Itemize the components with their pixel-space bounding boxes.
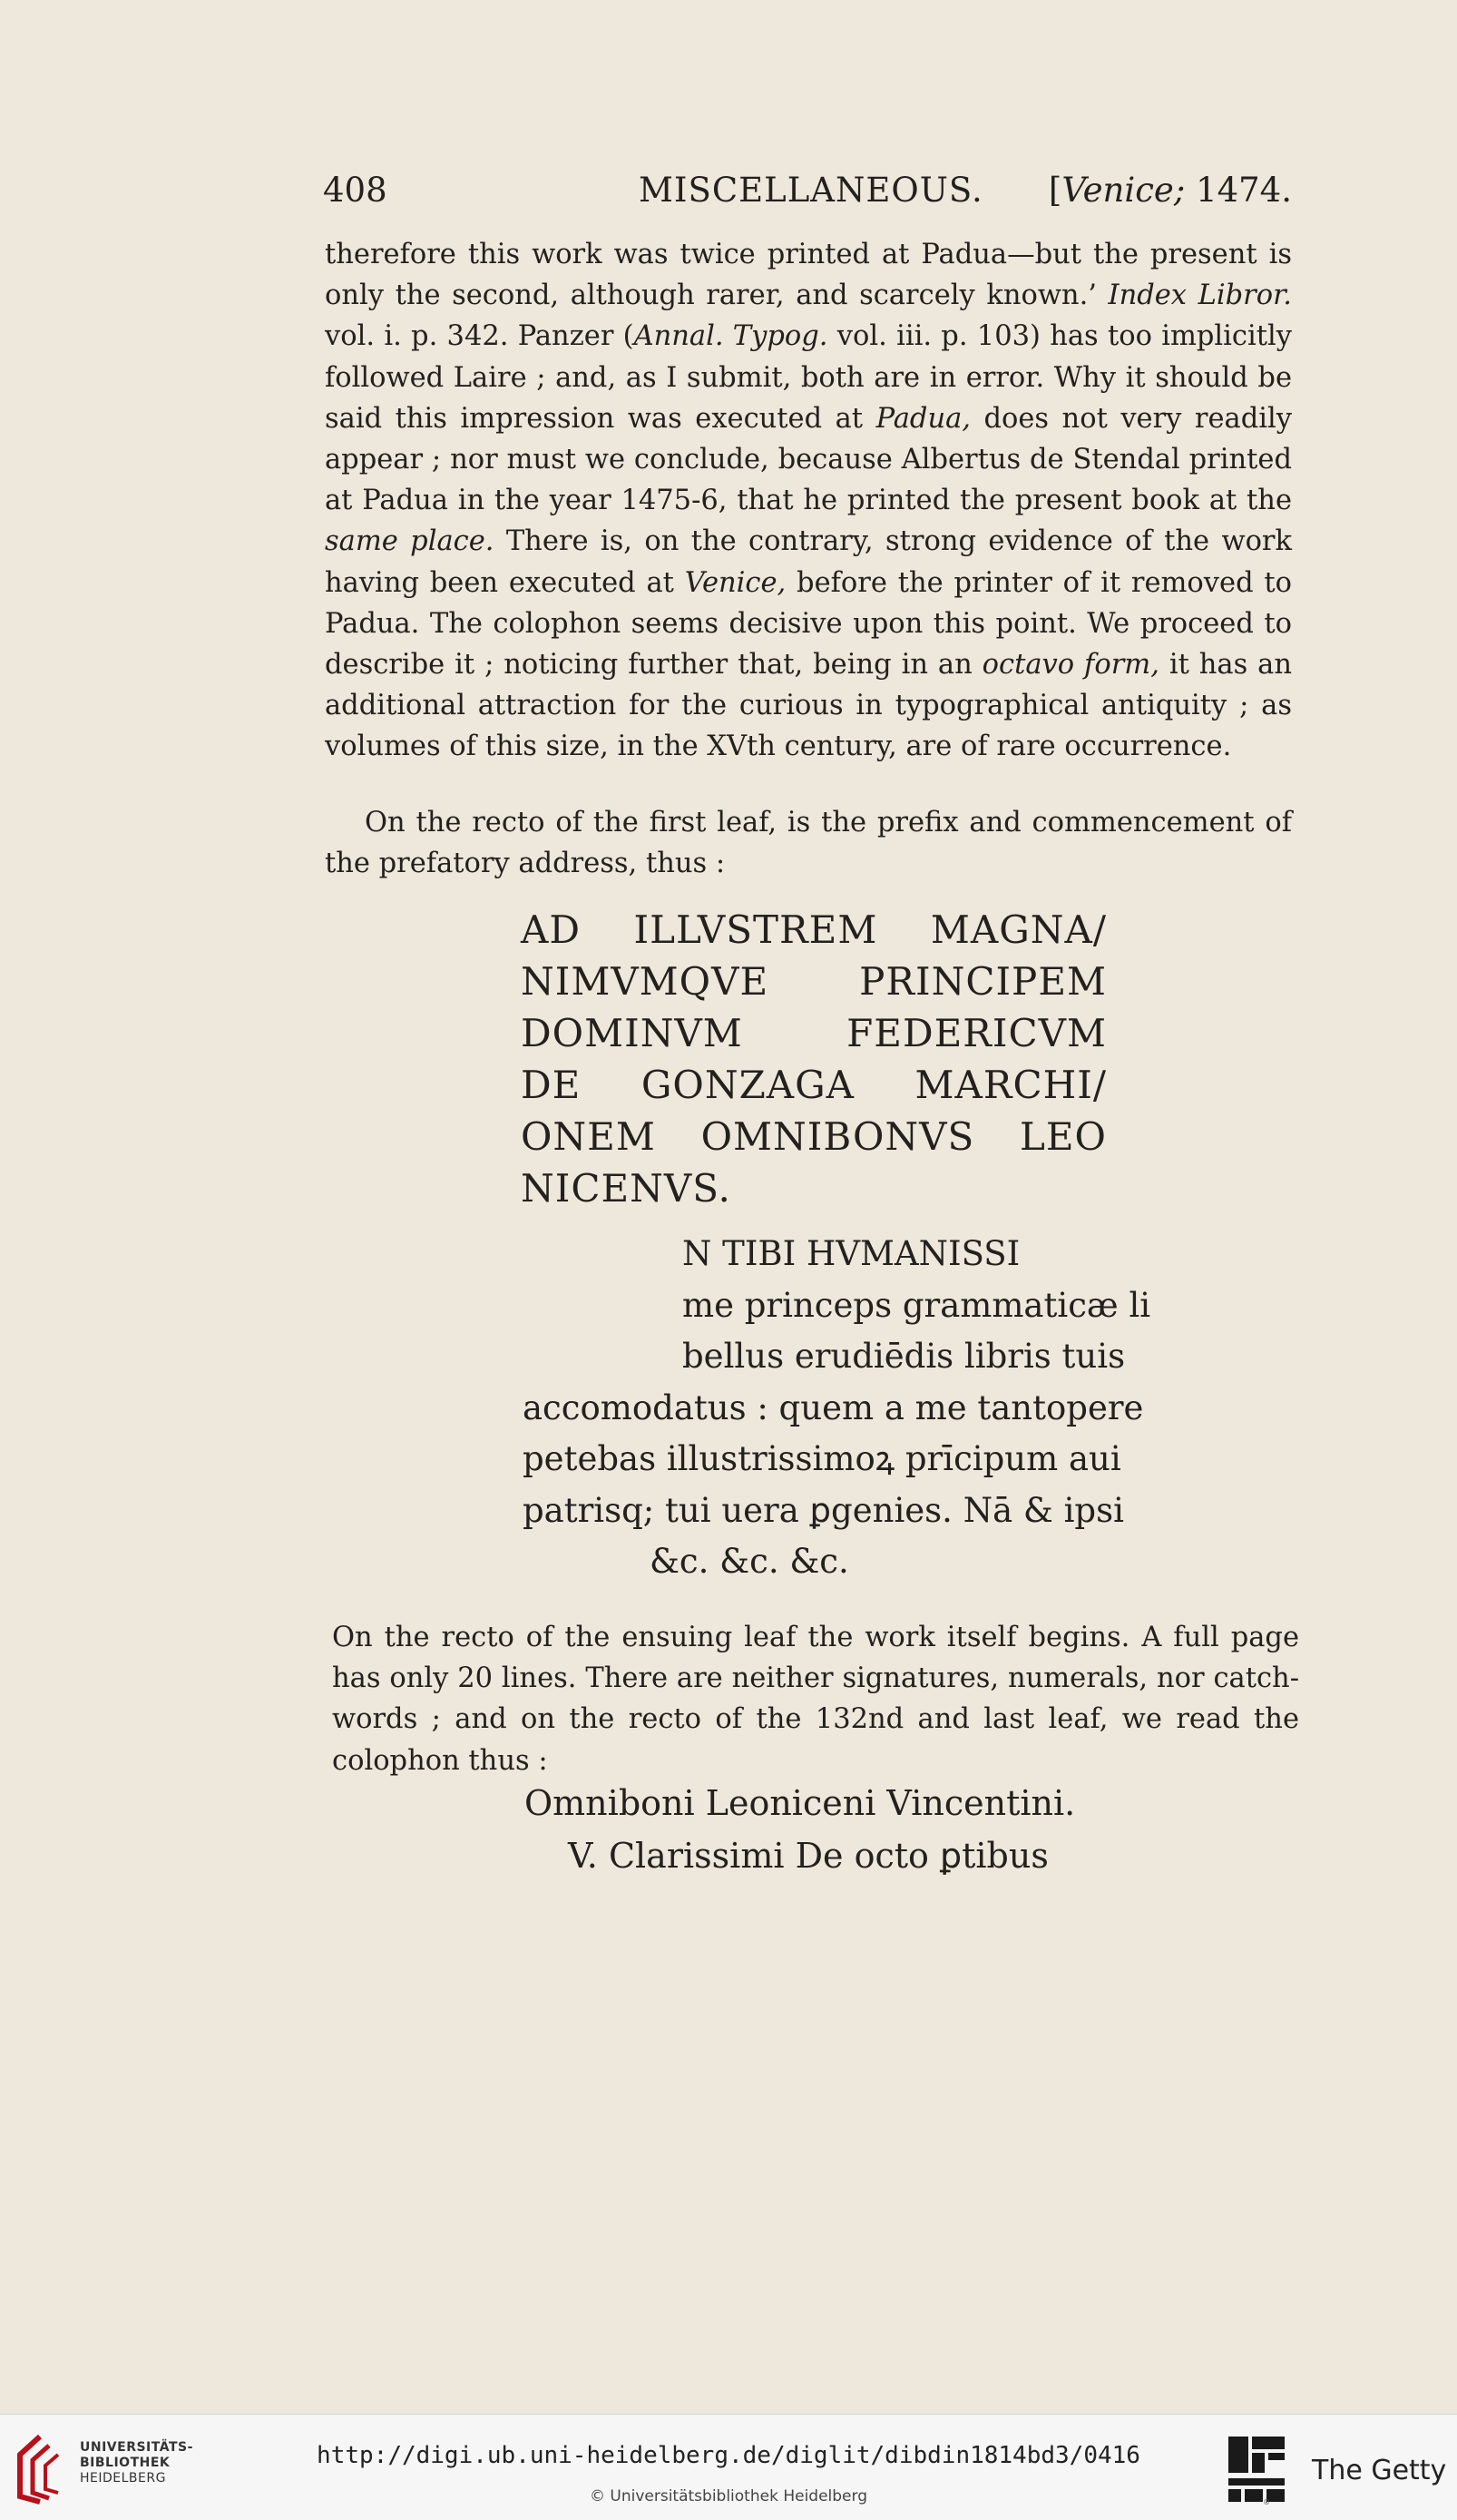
address-line: N TIBI HVMANISSI <box>682 1234 1021 1273</box>
prefix-line: DE GONZAGA MARCHI/ <box>521 1063 1107 1107</box>
prefix-line: NICENVS. <box>521 1166 731 1211</box>
library-name: UNIVERSITÄTS- BIBLIOTHEK HEIDELBERG <box>80 2440 193 2486</box>
address-line: petebas illustrissimoꝝ prīcipum aui <box>523 1439 1121 1478</box>
running-place: [Venice; 1474. <box>1048 171 1292 210</box>
prefix-line: DOMINVM FEDERICVM <box>521 1011 1107 1055</box>
running-title: MISCELLANEOUS. <box>639 171 983 210</box>
paragraph-2: On the recto of the first leaf, is the prefix and commencement of the prefatory address, thus : <box>325 807 1292 880</box>
getty-logo-icon <box>1227 2433 1288 2505</box>
address-line: accomodatus : quem a me tantopere <box>523 1387 1144 1427</box>
prefix-line: AD ILLVSTREM MAGNA/ <box>521 907 1107 952</box>
prefix-line: ONEM OMNIBONVS LEO <box>521 1114 1107 1159</box>
permalink-url[interactable]: http://digi.ub.uni-heidelberg.de/diglit/dibdin1814bd3/0416 <box>317 2442 1140 2469</box>
paragraph-3: On the recto of the ensuing leaf the work itself begins. A full page has only 20 lines. There are neither signatures, numerals, nor catch-words ; and on the recto of the 132nd and last leaf, we read the colophon thus : <box>332 1622 1299 1777</box>
prefix-line: NIMVMQVE PRINCIPEM <box>521 959 1107 1004</box>
address-line: patrisq; tui uera ꝑgenies. Nā & ipsi <box>523 1490 1124 1530</box>
viewer-footer <box>0 2414 1457 2520</box>
prefix-quote <box>521 904 1107 1214</box>
running-header <box>323 171 1292 221</box>
colophon-line: V. Clarissimi De octo ꝑtibus <box>568 1836 1049 1876</box>
copyright-notice: © Universitätsbibliothek Heidelberg <box>589 2487 867 2505</box>
paragraph-1: therefore this work was twice printed at Padua—but the present is only the second, although rarer, and scarcely known.’ Index Libror. vol. i. p. 342. Panzer (Annal. Typog. vol. iii. p. 103) has too implicitly followed Laire ; and, as I submit, both are in error. Why it should be said this impression was executed at Padua, does not very readily appear ; nor must we conclude, because Albertus de Stendal printed at Padua in the year 1475-6, that he printed the present book at the same place. There is, on the contrary, strong evidence of the work having been executed at Venice, before the printer of it removed to Padua. The colophon seems decisive upon this point. We proceed to describe it ; noticing further that, being in an octavo form, it has an additional attraction for the curious in typographical antiquity ; as volumes of this size, in the XVth century, are of rare occurrence. <box>325 239 1293 763</box>
getty-name: The Getty <box>1312 2455 1447 2486</box>
colophon-line: Omniboni Leoniceni Vincentini. <box>524 1783 1076 1823</box>
page-number: 408 <box>323 171 387 210</box>
address-line: me princeps grammaticæ li <box>682 1285 1151 1325</box>
svg-text:®: ® <box>1263 2498 1270 2505</box>
address-line: bellus erudiēdis libris tuis <box>682 1337 1126 1376</box>
address-line: &c. &c. &c. <box>650 1542 849 1581</box>
address-quote <box>523 1229 1151 1588</box>
